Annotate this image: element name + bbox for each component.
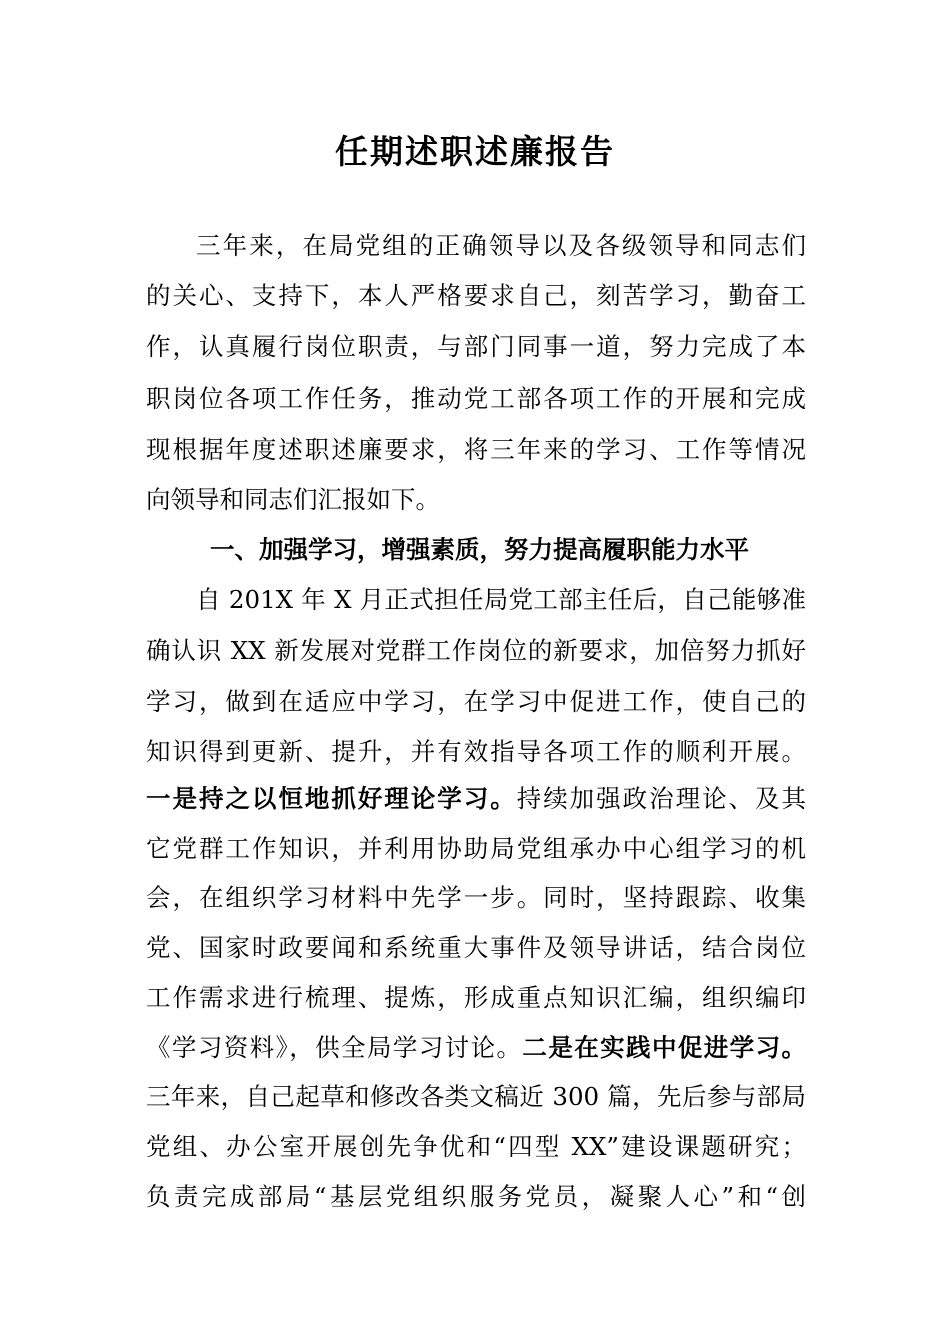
- paragraph-line: 党、国家时政要闻和系统重大事件及领导讲话，结合岗位: [146, 933, 806, 962]
- paragraph-line: 确认识 XX 新发展对党群工作岗位的新要求，加倍努力抓好: [146, 636, 806, 665]
- paragraph-line: 它党群工作知识，并利用协助局党组承办中心组学习的机: [146, 834, 806, 863]
- paragraph-line: 作，认真履行岗位职责，与部门同事一道，努力完成了本: [146, 332, 806, 361]
- bold-lead-phrase: 一是持之以恒地抓好理论学习。: [146, 784, 517, 813]
- document-title: 任期述职述廉报告: [335, 132, 615, 171]
- paragraph-line: 向领导和同志们汇报如下。: [146, 485, 440, 514]
- paragraph-line: 会，在组织学习材料中先学一步。同时，坚持跟踪、收集: [146, 883, 806, 912]
- paragraph-line: [146, 1030, 806, 1066]
- line-text: 持续加强政治理论、及其: [516, 784, 807, 813]
- paragraph-line: [146, 781, 806, 817]
- paragraph-line: 的关心、支持下，本人严格要求自己，刻苦学习，勤奋工: [146, 281, 806, 310]
- paragraph-line: 三年来，自己起草和修改各类文稿近 300 篇，先后参与部局: [146, 1082, 806, 1111]
- paragraph-line: 党组、办公室开展创先争优和“四型 XX”建设课题研究；: [146, 1132, 806, 1161]
- paragraph-line: 自 201X 年 X 月正式担任局党工部主任后，自己能够准: [196, 585, 806, 614]
- paragraph-line: 负责完成部局“基层党组织服务党员，凝聚人心”和“创: [146, 1182, 806, 1211]
- paragraph-line: 职岗位各项工作任务，推动党工部各项工作的开展和完成: [146, 384, 806, 413]
- paragraph-line: 现根据年度述职述廉要求，将三年来的学习、工作等情况: [146, 435, 806, 464]
- paragraph-line: 三年来，在局党组的正确领导以及各级领导和同志们: [196, 231, 806, 260]
- paragraph-line: 学习，做到在适应中学习，在学习中促进工作，使自己的: [146, 687, 806, 716]
- line-text: 《学习资料》，供全局学习讨论。: [146, 1033, 523, 1062]
- bold-lead-phrase: 二是在实践中促进学习。: [522, 1033, 807, 1062]
- paragraph-line: 工作需求进行梳理、提炼，形成重点知识汇编，组织编印: [146, 983, 806, 1012]
- section-heading: 一、加强学习，增强素质，努力提高履职能力水平: [210, 535, 749, 564]
- paragraph-line: 知识得到更新、提升，并有效指导各项工作的顺利开展。: [146, 737, 806, 766]
